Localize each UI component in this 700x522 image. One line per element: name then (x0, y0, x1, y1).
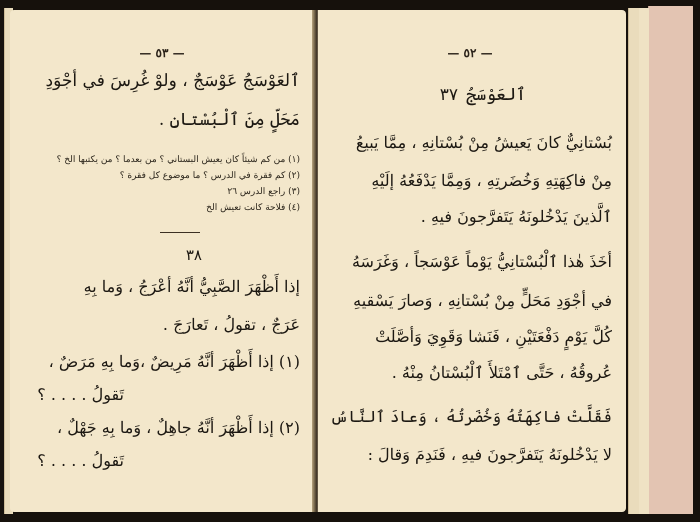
paragraph-line: فَقَلَّتْ فاكِهَتُهُ وَخُضَرتُهُ ، وَعادَ ٱلنَّاسُ (330, 407, 612, 426)
paragraph-line: مِنْ فاكِهَتِهِ وَخُضَرتِهِ ، وَمِمَّا يَدْفَعُهُ إلَيْهِ (371, 171, 612, 190)
paragraph-line: في أجْوَدِ مَحَلٍّ مِنْ بُسْتانِهِ ، وَصارَ يَسْقيهِ (353, 291, 612, 310)
right-page (318, 10, 626, 512)
exercise-line: عَرَجٌ ، تقولُ ، تَعارَجَ . (162, 315, 300, 334)
paragraph-line: عُروقُهُ ، حَتَّى ٱمْتَلأَ ٱلْبُسْتانُ مِنْهُ . (391, 363, 612, 382)
paragraph-line: كُلَّ يَوْمٍ دَفْعَتَيْنِ ، فَنَشا وَقَوِيَ وَأصَّلَتْ (375, 327, 612, 346)
exercise-line: تَقولُ . . . . ؟ (37, 451, 124, 470)
paragraph-line: ٱلعَوْسَجُ عَوْسَجٌ ، ولوْ غُرِسَ في أجْوَدِ (45, 71, 300, 91)
page-number: — ٥٢ — (447, 46, 493, 60)
pink-page-edge (648, 6, 693, 514)
question-item: (٤) فلاحة كانت تعيش الخ (206, 203, 300, 213)
question-item: (١) من كم شيئاً كان يعيش البستاني ؟ من بعدما ؟ من يكتبها الخ ؟ (56, 155, 300, 165)
exercise-line: (١) إذا أَظْهَرَ أنَّهُ مَرِيضٌ ،وَما بِهِ مَرَضٌ ، (48, 352, 300, 371)
exercise-line: (٢) إذا أَظْهَرَ أنَّهُ جاهِلٌ ، وَما بِهِ جَهْلٌ ، (57, 418, 300, 437)
section-number: ٣٨ (185, 246, 202, 264)
paragraph-line: لا يَدْخُلونَهُ يَتَفرَّجونَ فيهِ ، فَنَدِمَ وَقالَ : (367, 445, 612, 464)
exercise-line: إذا أَظْهَرَ الصَّبِيُّ أنَّهُ أعْرَجُ ، وَما بِهِ (83, 277, 300, 296)
paragraph-line: بُسْتانِيٌّ كانَ يَعيشُ مِنْ بُسْتانِهِ ، مِمَّا يَبيعُ (355, 133, 612, 152)
section-divider (160, 232, 200, 233)
lesson-number: ٣٧ (439, 85, 458, 105)
paragraph-line: أخَذَ هٰذا ٱلْبُسْتانِيُّ يَوْماً عَوْسَجاً ، وَغَرَسَهُ (351, 252, 612, 271)
left-page (10, 10, 314, 512)
exercise-line: تَقولُ . . . . ؟ (37, 385, 124, 404)
paragraph-line: مَحَلٍّ مِنَ ٱلْبُسْتانِ . (158, 110, 300, 130)
page-number: — ٥٣ — (139, 46, 185, 60)
page-stack-edge (628, 8, 639, 514)
question-item: (٣) راجع الدرس ٢٦ (227, 187, 300, 197)
lesson-title: ٱلعَوْسَجُ (466, 85, 526, 105)
question-item: (٢) كم فقرة في الدرس ؟ ما موضوع كل فقرة ؟ (119, 171, 300, 181)
paragraph-line: ٱلَّذينَ يَدْخُلونَهُ يَتَفرَّجونَ فيهِ . (420, 207, 612, 226)
